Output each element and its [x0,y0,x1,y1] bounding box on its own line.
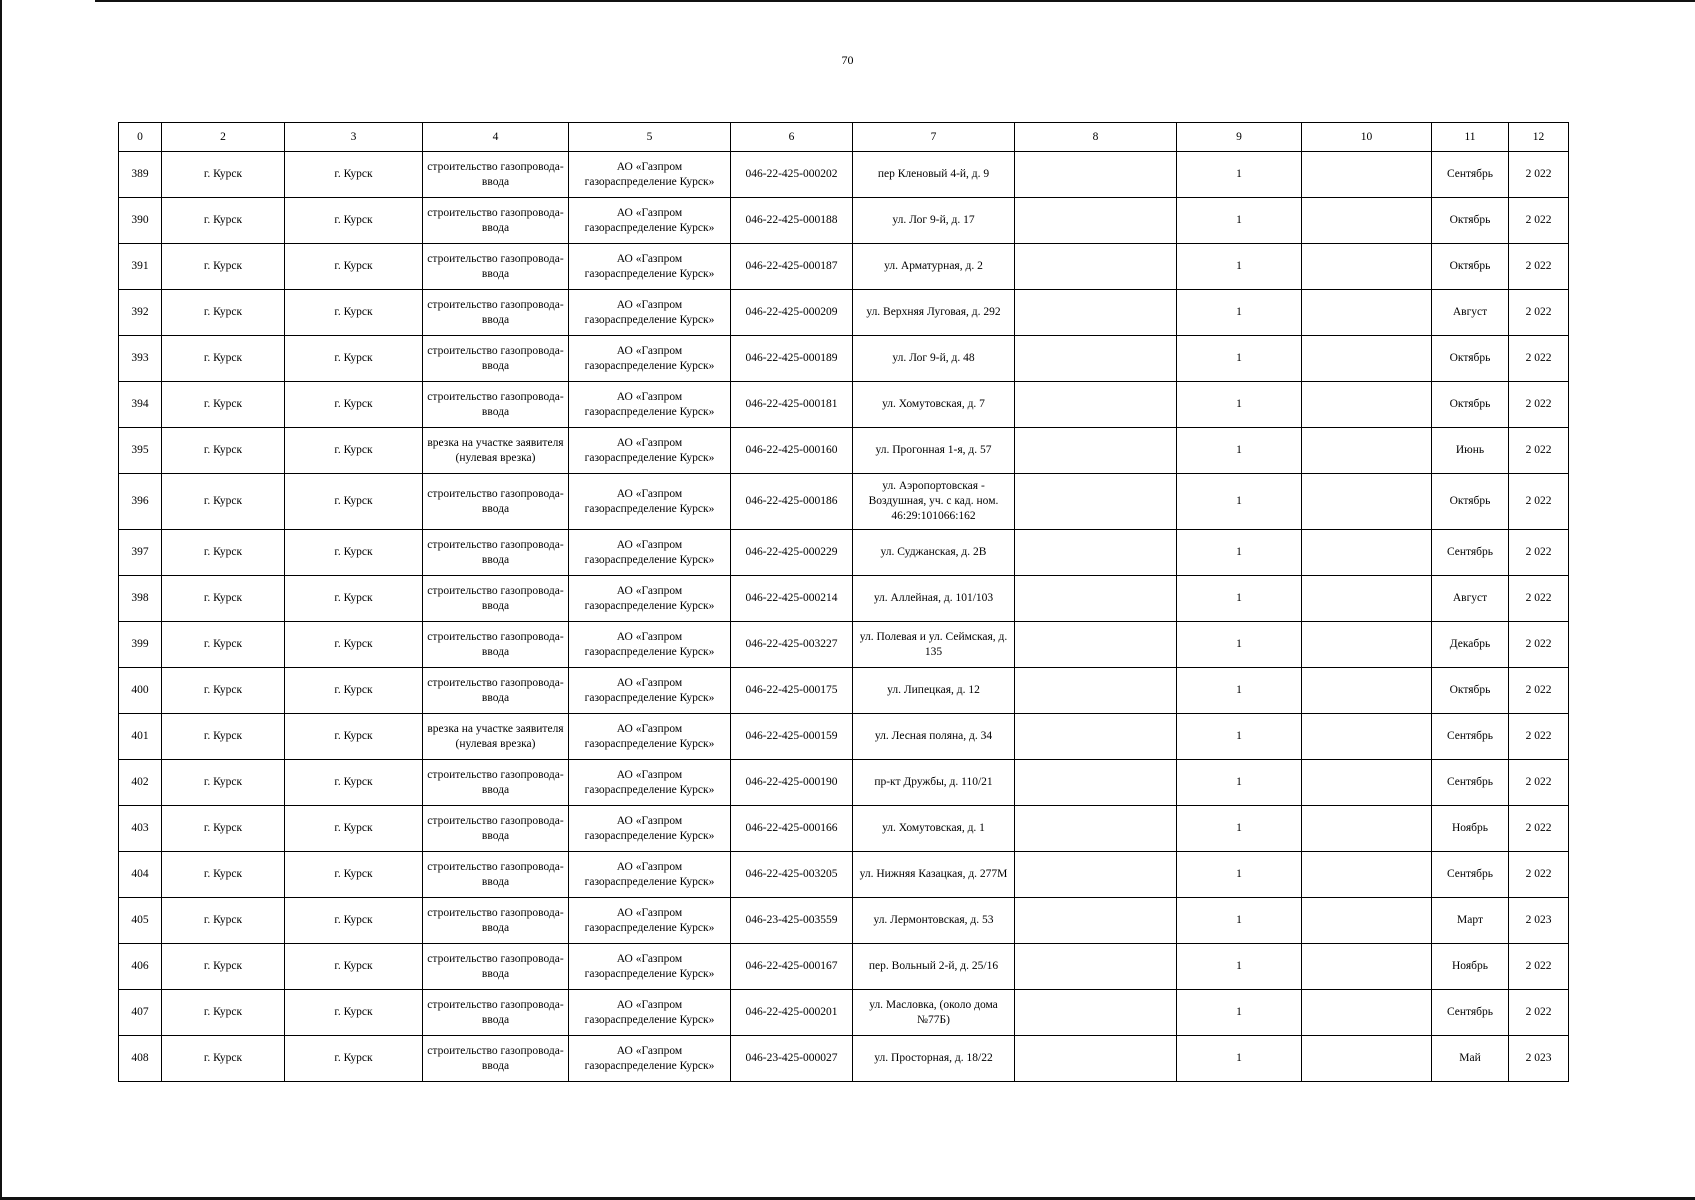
cell-settlement: г. Курск [285,622,423,668]
cell-column-10 [1302,152,1432,198]
cell-application-number: 046-22-425-000160 [731,428,853,474]
cell-work-type: строительство газопровода-ввода [423,244,569,290]
cell-column-8 [1015,668,1177,714]
cell-row-number: 408 [119,1036,162,1082]
cell-organization: АО «Газпром газораспределение Курск» [569,990,731,1036]
cell-row-number: 391 [119,244,162,290]
cell-organization: АО «Газпром газораспределение Курск» [569,898,731,944]
cell-settlement: г. Курск [285,530,423,576]
cell-settlement: г. Курск [285,152,423,198]
cell-column-8 [1015,1036,1177,1082]
column-header: 11 [1432,123,1509,152]
cell-month: Октябрь [1432,198,1509,244]
cell-column-8 [1015,806,1177,852]
cell-settlement: г. Курск [285,244,423,290]
cell-work-type: строительство газопровода-ввода [423,576,569,622]
cell-month: Октябрь [1432,336,1509,382]
cell-work-type: врезка на участке заявителя (нулевая врезка) [423,428,569,474]
cell-work-type: строительство газопровода-ввода [423,852,569,898]
column-header: 3 [285,123,423,152]
cell-organization: АО «Газпром газораспределение Курск» [569,382,731,428]
cell-work-type: строительство газопровода-ввода [423,944,569,990]
cell-settlement: г. Курск [285,474,423,530]
cell-column-8 [1015,852,1177,898]
cell-organization: АО «Газпром газораспределение Курск» [569,530,731,576]
cell-region: г. Курск [162,576,285,622]
cell-settlement: г. Курск [285,990,423,1036]
cell-region: г. Курск [162,668,285,714]
cell-year: 2 022 [1509,760,1569,806]
cell-month: Декабрь [1432,622,1509,668]
cell-work-type: врезка на участке заявителя (нулевая врезка) [423,714,569,760]
cell-work-type: строительство газопровода-ввода [423,898,569,944]
cell-quantity: 1 [1177,990,1302,1036]
cell-application-number: 046-22-425-000188 [731,198,853,244]
cell-organization: АО «Газпром газораспределение Курск» [569,336,731,382]
cell-row-number: 392 [119,290,162,336]
cell-column-8 [1015,428,1177,474]
cell-column-8 [1015,622,1177,668]
column-header: 5 [569,123,731,152]
cell-region: г. Курск [162,714,285,760]
cell-year: 2 022 [1509,668,1569,714]
cell-column-10 [1302,530,1432,576]
cell-settlement: г. Курск [285,944,423,990]
cell-quantity: 1 [1177,1036,1302,1082]
table-row [119,290,1569,336]
page-number: 70 [841,53,854,67]
cell-work-type: строительство газопровода-ввода [423,1036,569,1082]
cell-year: 2 022 [1509,530,1569,576]
cell-column-10 [1302,898,1432,944]
cell-application-number: 046-22-425-003227 [731,622,853,668]
cell-quantity: 1 [1177,944,1302,990]
cell-region: г. Курск [162,198,285,244]
column-header: 10 [1302,123,1432,152]
cell-column-10 [1302,668,1432,714]
cell-organization: АО «Газпром газораспределение Курск» [569,576,731,622]
cell-month: Октябрь [1432,244,1509,290]
cell-column-10 [1302,290,1432,336]
table-row [119,244,1569,290]
cell-row-number: 402 [119,760,162,806]
cell-work-type: строительство газопровода-ввода [423,760,569,806]
cell-column-10 [1302,760,1432,806]
cell-year: 2 022 [1509,198,1569,244]
cell-month: Сентябрь [1432,714,1509,760]
cell-work-type: строительство газопровода-ввода [423,336,569,382]
cell-settlement: г. Курск [285,382,423,428]
cell-quantity: 1 [1177,622,1302,668]
cell-address: ул. Прогонная 1-я, д. 57 [853,428,1015,474]
cell-settlement: г. Курск [285,714,423,760]
cell-work-type: строительство газопровода-ввода [423,990,569,1036]
cell-row-number: 398 [119,576,162,622]
cell-settlement: г. Курск [285,576,423,622]
cell-quantity: 1 [1177,852,1302,898]
cell-row-number: 403 [119,806,162,852]
cell-application-number: 046-22-425-000190 [731,760,853,806]
cell-column-10 [1302,244,1432,290]
table-row [119,382,1569,428]
cell-column-8 [1015,244,1177,290]
table-row [119,668,1569,714]
cell-address: ул. Масловка, (около дома №77Б) [853,990,1015,1036]
cell-quantity: 1 [1177,198,1302,244]
cell-organization: АО «Газпром газораспределение Курск» [569,1036,731,1082]
table-row [119,760,1569,806]
cell-month: Март [1432,898,1509,944]
cell-row-number: 399 [119,622,162,668]
cell-organization: АО «Газпром газораспределение Курск» [569,668,731,714]
cell-column-8 [1015,714,1177,760]
cell-region: г. Курск [162,622,285,668]
cell-row-number: 395 [119,428,162,474]
cell-quantity: 1 [1177,898,1302,944]
cell-month: Сентябрь [1432,990,1509,1036]
cell-quantity: 1 [1177,244,1302,290]
cell-organization: АО «Газпром газораспределение Курск» [569,806,731,852]
cell-quantity: 1 [1177,336,1302,382]
cell-application-number: 046-22-425-000166 [731,806,853,852]
cell-application-number: 046-22-425-000201 [731,990,853,1036]
table-row [119,944,1569,990]
cell-column-10 [1302,944,1432,990]
cell-address: ул. Лесная поляна, д. 34 [853,714,1015,760]
cell-year: 2 022 [1509,806,1569,852]
cell-year: 2 022 [1509,336,1569,382]
column-header: 12 [1509,123,1569,152]
cell-month: Октябрь [1432,668,1509,714]
cell-year: 2 023 [1509,1036,1569,1082]
cell-address: ул. Арматурная, д. 2 [853,244,1015,290]
cell-application-number: 046-22-425-000229 [731,530,853,576]
cell-work-type: строительство газопровода-ввода [423,530,569,576]
table-row [119,898,1569,944]
table-row [119,990,1569,1036]
cell-year: 2 022 [1509,944,1569,990]
cell-column-10 [1302,622,1432,668]
cell-application-number: 046-22-425-000187 [731,244,853,290]
cell-month: Август [1432,290,1509,336]
cell-quantity: 1 [1177,152,1302,198]
cell-region: г. Курск [162,382,285,428]
cell-quantity: 1 [1177,428,1302,474]
cell-column-8 [1015,530,1177,576]
cell-row-number: 390 [119,198,162,244]
cell-year: 2 022 [1509,576,1569,622]
cell-organization: АО «Газпром газораспределение Курск» [569,428,731,474]
cell-column-10 [1302,806,1432,852]
cell-application-number: 046-22-425-000189 [731,336,853,382]
cell-work-type: строительство газопровода-ввода [423,198,569,244]
cell-month: Октябрь [1432,474,1509,530]
cell-quantity: 1 [1177,530,1302,576]
cell-column-10 [1302,576,1432,622]
column-header: 6 [731,123,853,152]
cell-address: ул. Лермонтовская, д. 53 [853,898,1015,944]
cell-region: г. Курск [162,474,285,530]
table-row [119,576,1569,622]
cell-month: Ноябрь [1432,944,1509,990]
cell-column-8 [1015,290,1177,336]
cell-region: г. Курск [162,944,285,990]
cell-year: 2 022 [1509,428,1569,474]
cell-work-type: строительство газопровода-ввода [423,382,569,428]
cell-organization: АО «Газпром газораспределение Курск» [569,474,731,530]
cell-column-8 [1015,152,1177,198]
cell-application-number: 046-22-425-000181 [731,382,853,428]
cell-region: г. Курск [162,152,285,198]
cell-column-8 [1015,944,1177,990]
cell-application-number: 046-22-425-000167 [731,944,853,990]
cell-address: ул. Лог 9-й, д. 17 [853,198,1015,244]
cell-application-number: 046-22-425-000159 [731,714,853,760]
cell-application-number: 046-22-425-000209 [731,290,853,336]
cell-address: ул. Полевая и ул. Сеймская, д. 135 [853,622,1015,668]
table-body [119,152,1569,1082]
cell-column-8 [1015,198,1177,244]
cell-column-10 [1302,428,1432,474]
cell-organization: АО «Газпром газораспределение Курск» [569,622,731,668]
cell-quantity: 1 [1177,668,1302,714]
cell-year: 2 022 [1509,990,1569,1036]
cell-month: Октябрь [1432,382,1509,428]
cell-column-10 [1302,382,1432,428]
table-row [119,152,1569,198]
cell-settlement: г. Курск [285,806,423,852]
column-header: 8 [1015,123,1177,152]
cell-address: ул. Нижняя Казацкая, д. 277М [853,852,1015,898]
cell-column-10 [1302,852,1432,898]
cell-quantity: 1 [1177,474,1302,530]
cell-work-type: строительство газопровода-ввода [423,806,569,852]
cell-address: ул. Суджанская, д. 2В [853,530,1015,576]
column-header: 2 [162,123,285,152]
cell-year: 2 022 [1509,382,1569,428]
cell-month: Сентябрь [1432,852,1509,898]
cell-year: 2 022 [1509,852,1569,898]
cell-region: г. Курск [162,760,285,806]
cell-row-number: 404 [119,852,162,898]
cell-settlement: г. Курск [285,668,423,714]
scan-border-left [0,0,2,1200]
table-row [119,336,1569,382]
cell-row-number: 405 [119,898,162,944]
registry-table [118,122,1569,1082]
cell-row-number: 393 [119,336,162,382]
table-row [119,852,1569,898]
cell-organization: АО «Газпром газораспределение Курск» [569,290,731,336]
column-header: 9 [1177,123,1302,152]
cell-column-10 [1302,336,1432,382]
cell-settlement: г. Курск [285,198,423,244]
cell-work-type: строительство газопровода-ввода [423,622,569,668]
cell-month: Июнь [1432,428,1509,474]
cell-column-8 [1015,382,1177,428]
cell-organization: АО «Газпром газораспределение Курск» [569,152,731,198]
cell-application-number: 046-22-425-000175 [731,668,853,714]
cell-column-8 [1015,336,1177,382]
cell-region: г. Курск [162,290,285,336]
cell-month: Май [1432,1036,1509,1082]
cell-settlement: г. Курск [285,760,423,806]
cell-address: ул. Верхняя Луговая, д. 292 [853,290,1015,336]
table-row [119,198,1569,244]
cell-work-type: строительство газопровода-ввода [423,152,569,198]
cell-application-number: 046-23-425-000027 [731,1036,853,1082]
cell-row-number: 407 [119,990,162,1036]
cell-column-8 [1015,760,1177,806]
cell-column-8 [1015,898,1177,944]
cell-region: г. Курск [162,1036,285,1082]
cell-row-number: 401 [119,714,162,760]
cell-region: г. Курск [162,990,285,1036]
cell-year: 2 022 [1509,474,1569,530]
table-row [119,530,1569,576]
cell-address: ул. Аэропортовская - Воздушная, уч. с кад. ном. 46:29:101066:162 [853,474,1015,530]
cell-column-8 [1015,576,1177,622]
cell-year: 2 022 [1509,290,1569,336]
table-row [119,474,1569,530]
cell-column-10 [1302,990,1432,1036]
cell-address: ул. Лог 9-й, д. 48 [853,336,1015,382]
cell-row-number: 389 [119,152,162,198]
cell-address: пр-кт Дружбы, д. 110/21 [853,760,1015,806]
cell-application-number: 046-22-425-003205 [731,852,853,898]
cell-address: ул. Аллейная, д. 101/103 [853,576,1015,622]
cell-column-8 [1015,990,1177,1036]
cell-region: г. Курск [162,806,285,852]
cell-row-number: 406 [119,944,162,990]
cell-work-type: строительство газопровода-ввода [423,474,569,530]
cell-column-10 [1302,198,1432,244]
table-header-row [119,123,1569,152]
cell-address: ул. Липецкая, д. 12 [853,668,1015,714]
cell-row-number: 400 [119,668,162,714]
cell-application-number: 046-22-425-000186 [731,474,853,530]
cell-settlement: г. Курск [285,428,423,474]
cell-month: Август [1432,576,1509,622]
cell-column-10 [1302,1036,1432,1082]
table-row [119,714,1569,760]
cell-quantity: 1 [1177,806,1302,852]
cell-month: Сентябрь [1432,760,1509,806]
column-header: 0 [119,123,162,152]
cell-row-number: 394 [119,382,162,428]
cell-month: Сентябрь [1432,530,1509,576]
cell-settlement: г. Курск [285,852,423,898]
cell-region: г. Курск [162,530,285,576]
cell-organization: АО «Газпром газораспределение Курск» [569,852,731,898]
cell-column-10 [1302,474,1432,530]
cell-year: 2 023 [1509,898,1569,944]
table-row [119,806,1569,852]
cell-quantity: 1 [1177,760,1302,806]
cell-quantity: 1 [1177,714,1302,760]
cell-month: Сентябрь [1432,152,1509,198]
cell-organization: АО «Газпром газораспределение Курск» [569,944,731,990]
cell-application-number: 046-23-425-003559 [731,898,853,944]
table-row [119,622,1569,668]
table-row [119,1036,1569,1082]
cell-quantity: 1 [1177,290,1302,336]
cell-address: ул. Хомутовская, д. 1 [853,806,1015,852]
cell-address: ул. Хомутовская, д. 7 [853,382,1015,428]
cell-year: 2 022 [1509,244,1569,290]
cell-settlement: г. Курск [285,898,423,944]
column-header: 4 [423,123,569,152]
cell-year: 2 022 [1509,152,1569,198]
cell-quantity: 1 [1177,576,1302,622]
cell-work-type: строительство газопровода-ввода [423,668,569,714]
cell-year: 2 022 [1509,622,1569,668]
cell-organization: АО «Газпром газораспределение Курск» [569,714,731,760]
cell-region: г. Курск [162,428,285,474]
cell-work-type: строительство газопровода-ввода [423,290,569,336]
cell-address: ул. Просторная, д. 18/22 [853,1036,1015,1082]
cell-organization: АО «Газпром газораспределение Курск» [569,244,731,290]
cell-month: Ноябрь [1432,806,1509,852]
cell-region: г. Курск [162,244,285,290]
cell-organization: АО «Газпром газораспределение Курск» [569,198,731,244]
cell-address: пер. Вольный 2-й, д. 25/16 [853,944,1015,990]
cell-region: г. Курск [162,898,285,944]
cell-row-number: 397 [119,530,162,576]
cell-region: г. Курск [162,852,285,898]
cell-application-number: 046-22-425-000202 [731,152,853,198]
cell-column-10 [1302,714,1432,760]
cell-address: пер Кленовый 4-й, д. 9 [853,152,1015,198]
cell-column-8 [1015,474,1177,530]
cell-organization: АО «Газпром газораспределение Курск» [569,760,731,806]
cell-settlement: г. Курск [285,1036,423,1082]
cell-application-number: 046-22-425-000214 [731,576,853,622]
cell-region: г. Курск [162,336,285,382]
cell-settlement: г. Курск [285,336,423,382]
scan-border-top [95,0,1695,2]
cell-year: 2 022 [1509,714,1569,760]
cell-quantity: 1 [1177,382,1302,428]
cell-row-number: 396 [119,474,162,530]
cell-settlement: г. Курск [285,290,423,336]
column-header: 7 [853,123,1015,152]
table-row [119,428,1569,474]
